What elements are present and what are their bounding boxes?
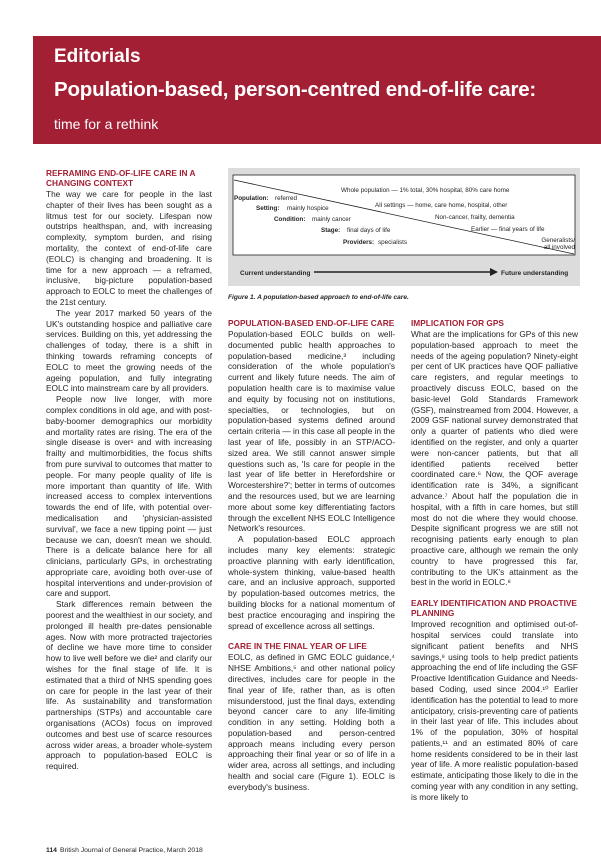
row-label: Population: xyxy=(234,195,269,202)
figure-caption: Figure 1. A population-based approach to end-of-life care. xyxy=(228,294,409,301)
page-number: 114 xyxy=(46,847,57,854)
paragraph: Improved recognition and optimised out-of-hospital services could translate into significant patient benefits and NHS savings,⁹ using tools to help predict patients approaching the end of life including the GSF Proactive Identification Guidance and Needs-based Coding, used since 2004.¹⁰ Earlier identification has the potential to lead to more anticipatory, crisis-preventing care of patients in their last year of life. This includes about 1% of the population, 30% of hospital patients,¹¹ and an estimated 80% of care home residents considered to be in their last year of life. A more realistic population-based estimate, anticipating those likely to die in the coming year with any condition in any setting, is more likely to xyxy=(411,619,578,802)
article-title: Population-based, person-centred end-of-life care: xyxy=(54,78,537,101)
article-subtitle: time for a rethink xyxy=(54,116,159,132)
page-footer xyxy=(46,847,203,854)
row-label: Setting: xyxy=(256,205,280,212)
section-heading: CARE IN THE FINAL YEAR OF LIFE xyxy=(228,641,367,652)
paragraph: What are the implications for GPs of this new population-based approach to meet the needs of the ageing population? Ninety-eight per cent of UK practices have QOF palliative care registers, and regular meetings to proactively discuss EOLC, based on the basic-level Gold Standards Framework (GSF), mainstreamed from 2004. However, a 2009 GSF national survey demonstrated that only a quarter of patients who died were identified on the register, and only a quarter were non-cancer patients, but that all identified patients received better coordinated care.⁶ Now, the QOF average identification rate is 34%, a significant advance.⁷ About half the population die in hospital, with a fifth in care homes, but still most do not die where they would choose. Despite significant progress we are still not recognising patients early enough to plan proactive care, although we remain the only country to have progressed this far, contributing to the UK's attainment as the best in the world in EOLC.⁸ xyxy=(411,329,578,588)
column-middle xyxy=(228,318,395,793)
row-current: final days of life xyxy=(347,227,391,234)
column-right xyxy=(411,318,578,803)
column-left xyxy=(46,168,212,772)
paragraph: The year 2017 marked 50 years of the UK's outstanding hospice and palliative care services. Building on this, yet addressing the challenges of today, there is a shift in thinking towards reframing concepts of EOLC to meet the growing needs of the ageing population, and fully integrating EOLC into mainstream care by all providers. xyxy=(46,307,212,394)
figure-population-approach xyxy=(228,168,580,286)
arrow-label-current: Current understanding xyxy=(240,270,311,277)
figure-diagram xyxy=(228,168,580,286)
section-heading: REFRAMING END-OF-LIFE CARE IN A CHANGING CONTEXT xyxy=(46,168,196,188)
row-label: Providers: xyxy=(343,239,375,246)
paragraph: Stark differences remain between the poorest and the wealthiest in our society, and prolonged ill health pre-dates pensionable ages. Now with more protracted trajectories of decline we have more time to consider how to live well before we die² and clarify our wishes for the final stage of life. It is estimated that a third of NHS spending goes on care for people in the last year of their life. As sustainability and transformation partnerships (STPs) and accountable care organisations (ACOs) focus on improved outcomes and best use of scarce resources across wider areas, a broader whole-system approach to population-based EOLC is required. xyxy=(46,599,212,772)
journal-citation: British Journal of General Practice, March 2018 xyxy=(59,847,203,854)
row-label: Condition: xyxy=(274,216,306,223)
arrow-label-future: Future understanding xyxy=(501,270,569,277)
row-current: mainly cancer xyxy=(312,216,351,223)
row-future: Generalists/ xyxy=(541,237,575,244)
paragraph: The way we care for people in the last chapter of their lives has been sought as a litmus test for our society. Lifespan now outstrips healthspan, and, with increasing complexity, symptom burden, and rising mortality, the context of end-of-life care (EOLC) is changing and broadening. It is time for a new approach — a reframed, inclusive, big-picture population-based approach to EOLC to meet the challenges of the 21st century. xyxy=(46,189,212,307)
paragraph: Population-based EOLC builds on well-documented public health approaches to population-based medicine,³ including consideration of the whole population's current and likely future needs. The aim of population health care is to maximise value and equity by focusing not on institutions, specialties, or technologies, but on population-based systems defined around certain criteria — in this case all people in the last year of life, possibly in an STP/ACO-sized area. We still cannot answer simple questions such as, 'Is care for people in the last year of life better in Herefordshire or Worcestershire?'; better in terms of outcomes and the resources used, but we are learning more about some key differentiating factors through the excellent NHS EOLC Intelligence Network's resources. xyxy=(228,329,395,534)
row-future-extra: all involved xyxy=(543,244,575,251)
row-current: referred xyxy=(275,195,298,202)
row-future: Earlier — final years of life xyxy=(471,226,545,233)
paragraph: People now live longer, with more complex conditions in old age, and with post-baby-boomer demographics our morbidity and mortality rates are rising. The era of the single disease is over¹ and with increasing frailty and multimorbidities, the focus shifts from pure survival to outcomes that matter to people. For many people quality of life is more important than quantity of life. With increased access to complex interventions towards the end of life, with potential over-medicalisation and 'physician-assisted survival', we face a new tipping point — just because we can, doesn't mean we should. There is a delicate balance here for all clinicians, particularly GPs, in orchestrating appropriate care, avoiding both over-use of hospital interventions and under-provision of care and support. xyxy=(46,394,212,599)
paragraph: A population-based EOLC approach includes many key elements: strategic proactive planning with early identification, whole-system thinking, value-based health care, and an inclusive approach, supported by population-based outcomes metrics, the building blocks for a national momentum of best practice encouraging and inspiring the spread of excellence across all settings. xyxy=(228,534,395,631)
row-current: mainly hospice xyxy=(287,205,329,212)
section-kicker: Editorials xyxy=(54,46,141,67)
editorial-banner xyxy=(33,36,601,144)
row-label: Stage: xyxy=(321,227,341,234)
paragraph: EOLC, as defined in GMC EOLC guidance,⁴ NHSE Ambitions,⁵ and other national policy directives, includes care for people in the final year of life, rather than, as is often misunderstood, just the final days, extending beyond cancer care to any life-limiting condition in any setting. Holding both a population-based and person-centred approach means including every person approaching their final year or so of life in a wider area, across all settings, and including health and social care (Figure 1). EOLC is everybody's business. xyxy=(228,652,395,792)
row-future: Whole population — 1% total, 30% hospital, 80% care home xyxy=(341,187,510,194)
row-future: Non-cancer, frailty, dementia xyxy=(435,214,515,221)
row-future: All settings — home, care home, hospital, other xyxy=(375,202,508,209)
section-heading: IMPLICATION FOR GPS xyxy=(411,318,504,328)
section-heading: EARLY IDENTIFICATION AND PROACTIVE PLANNING xyxy=(411,598,577,619)
arrow-head xyxy=(490,268,498,276)
section-heading: POPULATION-BASED END-OF-LIFE CARE xyxy=(228,318,395,328)
row-current: specialists xyxy=(378,239,408,246)
